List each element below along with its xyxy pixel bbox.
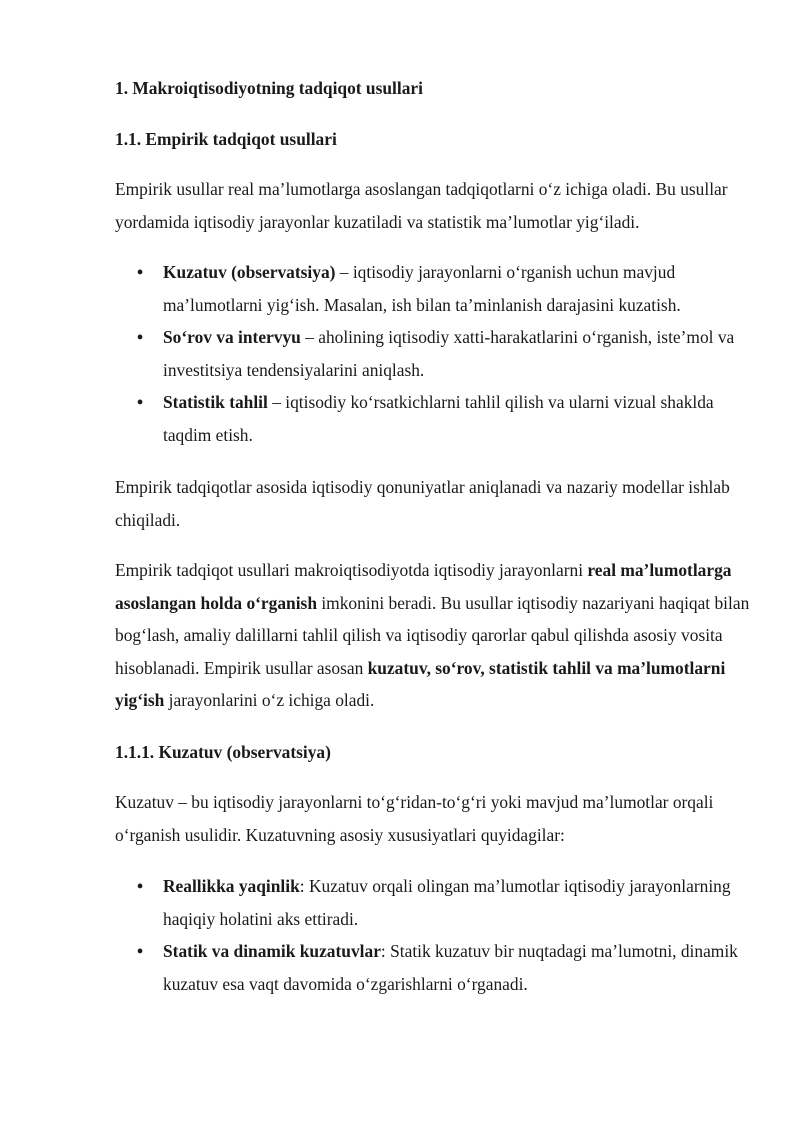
bullet-icon: • bbox=[137, 392, 144, 412]
bullet-icon: • bbox=[137, 876, 144, 896]
list-item-text: – iqtisodiy ko‘rsatkichlarni tahlil qilish va ularni vizual shaklda taqdim etish. bbox=[163, 392, 714, 445]
paragraph-empirical-methods bbox=[115, 554, 755, 717]
paragraph-bold-text: real ma’lumotlarga asoslangan holda o‘rganish bbox=[115, 560, 732, 613]
section-heading-1: 1. Makroiqtisodiyotning tadqiqot usullari bbox=[115, 78, 423, 98]
bullet-icon: • bbox=[137, 327, 144, 347]
paragraph-text: jarayonlarini o‘z ichiga oladi. bbox=[164, 690, 375, 710]
list-item-term: Reallikka yaqinlik bbox=[163, 876, 300, 896]
section-heading-1-1: 1.1. Empirik tadqiqot usullari bbox=[115, 129, 337, 149]
paragraph-observation: Kuzatuv – bu iqtisodiy jarayonlarni to‘g‘ridan-to‘g‘ri yoki mavjud ma’lumotlar orqali o‘rganish usulidir. Kuzatuvning asosiy xususiyatlari quyidagilar: bbox=[115, 792, 714, 845]
list-item-term: Statistik tahlil bbox=[163, 392, 268, 412]
list-item bbox=[137, 321, 755, 386]
list-item-text: : Kuzatuv orqali olingan ma’lumotlar iqtisodiy jarayonlarning haqiqiy holatini aks ettiradi. bbox=[163, 876, 731, 929]
list-item-text: – aholining iqtisodiy xatti-harakatlarini o‘rganish, iste’mol va investitsiya tendensiyalarini aniqlash. bbox=[163, 327, 735, 380]
paragraph-text: Empirik tadqiqot usullari makroiqtisodiyotda iqtisodiy jarayonlarni bbox=[115, 560, 588, 580]
section-heading-1-1-1: 1.1.1. Kuzatuv (observatsiya) bbox=[115, 742, 331, 762]
paragraph-intro: Empirik usullar real ma’lumotlarga asoslangan tadqiqotlarni o‘z ichiga oladi. Bu usullar yordamida iqtisodiy jarayonlar kuzatiladi va statistik ma’lumotlar yig‘iladi. bbox=[115, 179, 728, 232]
list-item-text: – iqtisodiy jarayonlarni o‘rganish uchun mavjud ma’lumotlarni yig‘ish. Masalan, ish bilan ta’minlanish darajasini kuzatish. bbox=[163, 262, 681, 315]
list-item bbox=[137, 256, 755, 321]
list-item-term: So‘rov va intervyu bbox=[163, 327, 301, 347]
list-item bbox=[137, 870, 755, 935]
paragraph-bold-text: kuzatuv, so‘rov, statistik tahlil va ma’lumotlarni yig‘ish bbox=[115, 657, 726, 710]
paragraph-empirical-results: Empirik tadqiqotlar asosida iqtisodiy qonuniyatlar aniqlanadi va nazariy modellar ishlab chiqiladi. bbox=[115, 477, 730, 530]
list-item-term: Statik va dinamik kuzatuvlar bbox=[163, 941, 381, 961]
bullet-icon: • bbox=[137, 941, 144, 961]
list-item bbox=[137, 386, 755, 451]
list-item-text: : Statik kuzatuv bir nuqtadagi ma’lumotni, dinamik kuzatuv esa vaqt davomida o‘zgarishlarni o‘rganadi. bbox=[163, 941, 738, 994]
list-item-term: Kuzatuv (observatsiya) bbox=[163, 262, 336, 282]
paragraph-text: imkonini beradi. Bu usullar iqtisodiy nazariyani haqiqat bilan bog‘lash, amaliy dalillarni tahlil qilish va iqtisodiy qarorlar qabul qilishda asosiy vosita hisoblanadi. Empirik usullar asosan bbox=[115, 592, 750, 678]
list-item bbox=[137, 935, 755, 1000]
bullet-icon: • bbox=[137, 262, 144, 282]
